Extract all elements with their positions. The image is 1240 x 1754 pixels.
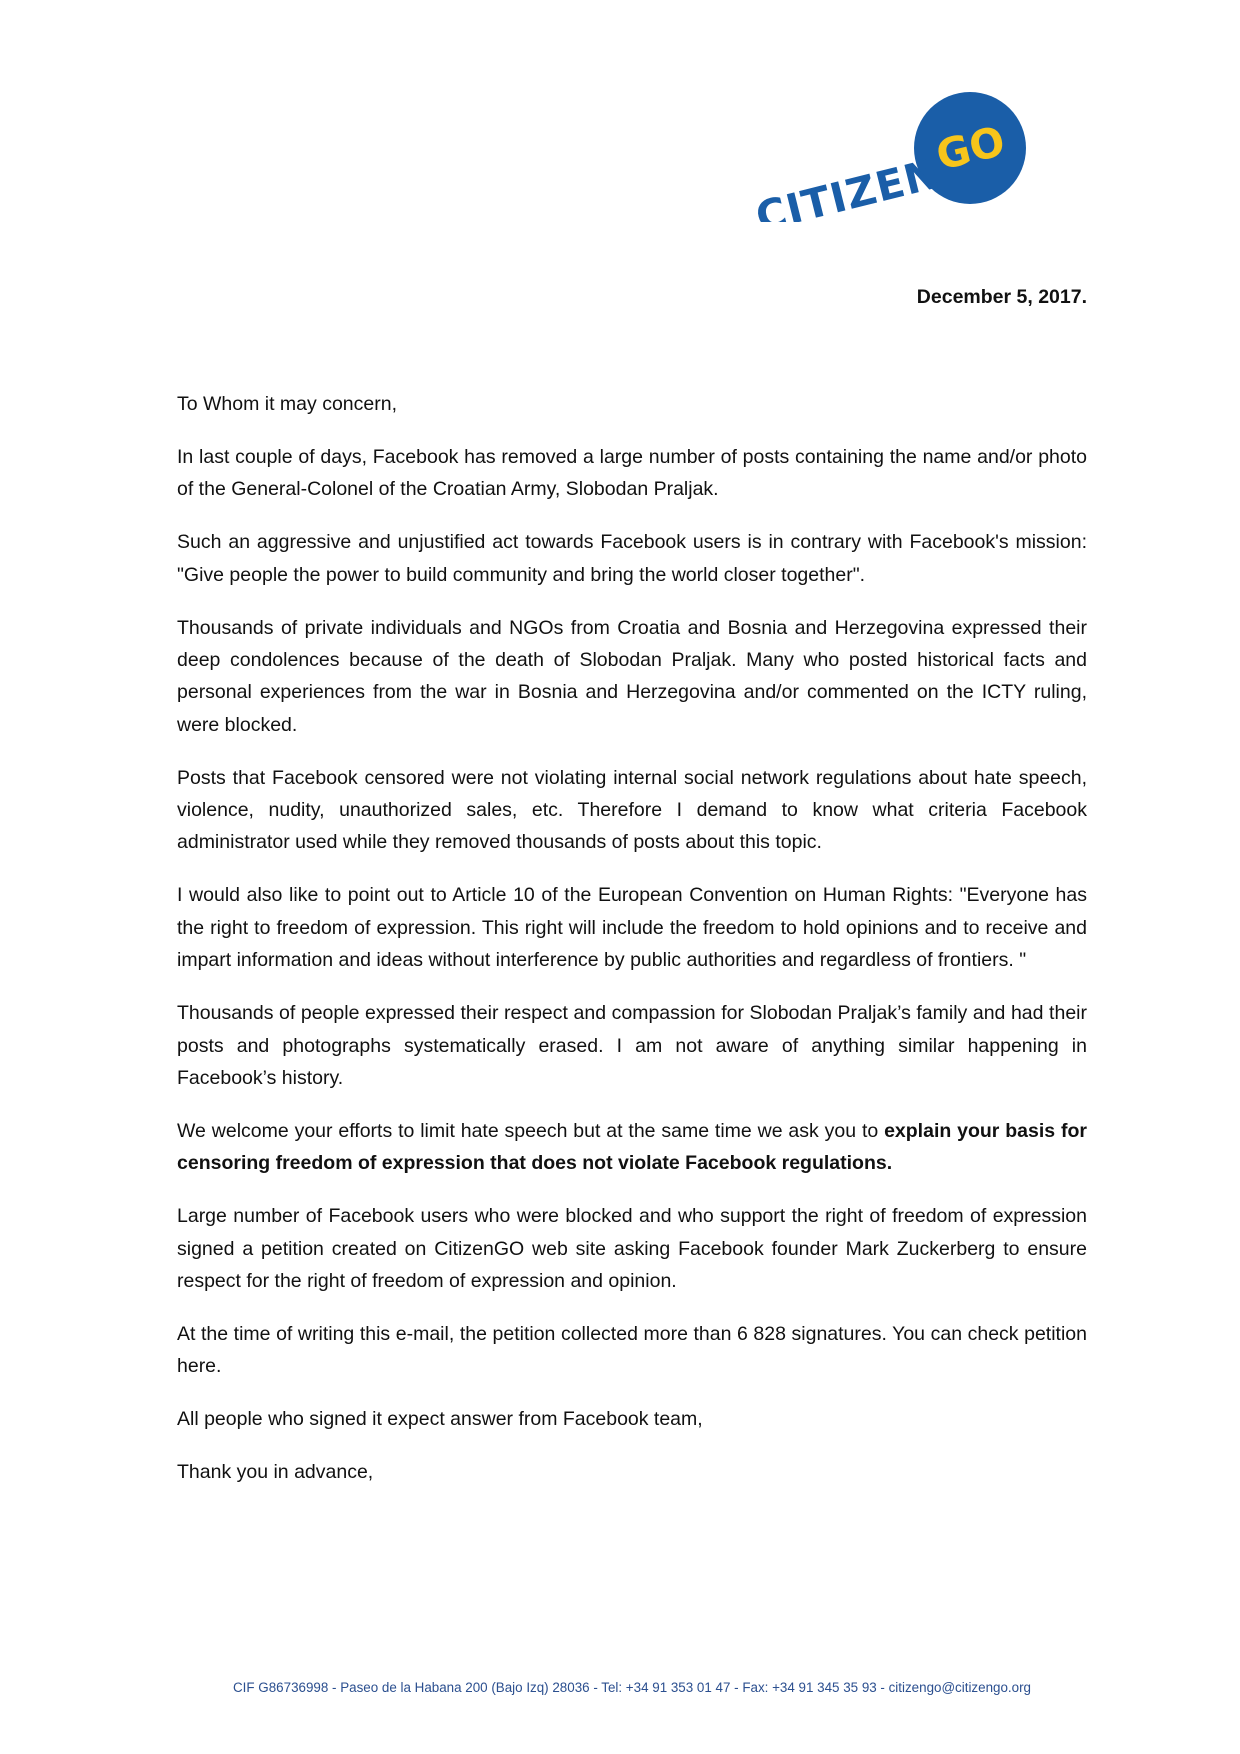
paragraph: Thousands of private individuals and NGOs from Croatia and Bosnia and Herzegovina expressed their deep condolences because of the death of Slobodan Praljak. Many who posted historical facts and personal experiences from the war in Bosnia and Herzegovina and/or commented on the ICTY ruling, were blocked. (177, 616, 1087, 736)
logo-word-go: GO (931, 116, 1010, 180)
paragraph-lead: We welcome your efforts to limit hate speech but at the same time we ask you to (177, 1119, 885, 1142)
paragraph-emphasis: explain your basis for censoring freedom of expression that does not violate Facebook regulations. (177, 1119, 1087, 1175)
paragraph: Such an aggressive and unjustified act towards Facebook users is in contrary with Facebook's mission: "Give people the power to build community and bring the world closer together". (177, 531, 1087, 586)
footer-contact: CIF G86736998 - Paseo de la Habana 200 (Bajo Izq) 28036 - Tel: +34 91 353 01 47 - Fax: +34 91 345 35 93 - citizengo@citizengo.org (233, 1680, 1031, 1695)
citizengo-logo-graphic (740, 92, 1040, 222)
paragraph: Large number of Facebook users who were blocked and who support the right of freedom of expression signed a petition created on CitizenGO web site asking Facebook founder Mark Zuckerberg to ensure respect for the right of freedom of expression and opinion. (177, 1205, 1087, 1292)
paragraph: All people who signed it expect answer from Facebook team, (177, 1408, 703, 1431)
paragraph: I would also like to point out to Article 10 of the European Convention on Human Rights: "Everyone has the right to freedom of expression. This right will include the freedom to hold opinions and to receive and impart information and ideas without interference by public authorities and regardless of frontiers. " (177, 884, 1087, 972)
salutation: To Whom it may concern, (177, 393, 397, 415)
logo-word-citizen: CITIZEN (751, 149, 945, 222)
citizengo-logo (740, 92, 1040, 222)
closing: Thank you in advance, (177, 1461, 374, 1484)
paragraph: In last couple of days, Facebook has removed a large number of posts containing the name and/or photo of the General-Colonel of the Croatian Army, Slobodan Praljak. (177, 445, 1087, 501)
letter-date: December 5, 2017. (916, 286, 1087, 308)
paragraph: Posts that Facebook censored were not violating internal social network regulations about hate speech, violence, nudity, unauthorized sales, etc. Therefore I demand to know what criteria Facebook administrator used while they removed thousands of posts about this topic. (177, 766, 1087, 854)
letter-body (177, 388, 1087, 1488)
paragraph: Thousands of people expressed their respect and compassion for Slobodan Praljak’s family and had their posts and photographs systematically erased. I am not aware of anything similar happening in Facebook’s history. (177, 1002, 1087, 1089)
paragraph: At the time of writing this e-mail, the petition collected more than 6 828 signatures. You can check petition here. (177, 1322, 1087, 1378)
paragraph-with-emphasis (177, 1115, 1087, 1180)
